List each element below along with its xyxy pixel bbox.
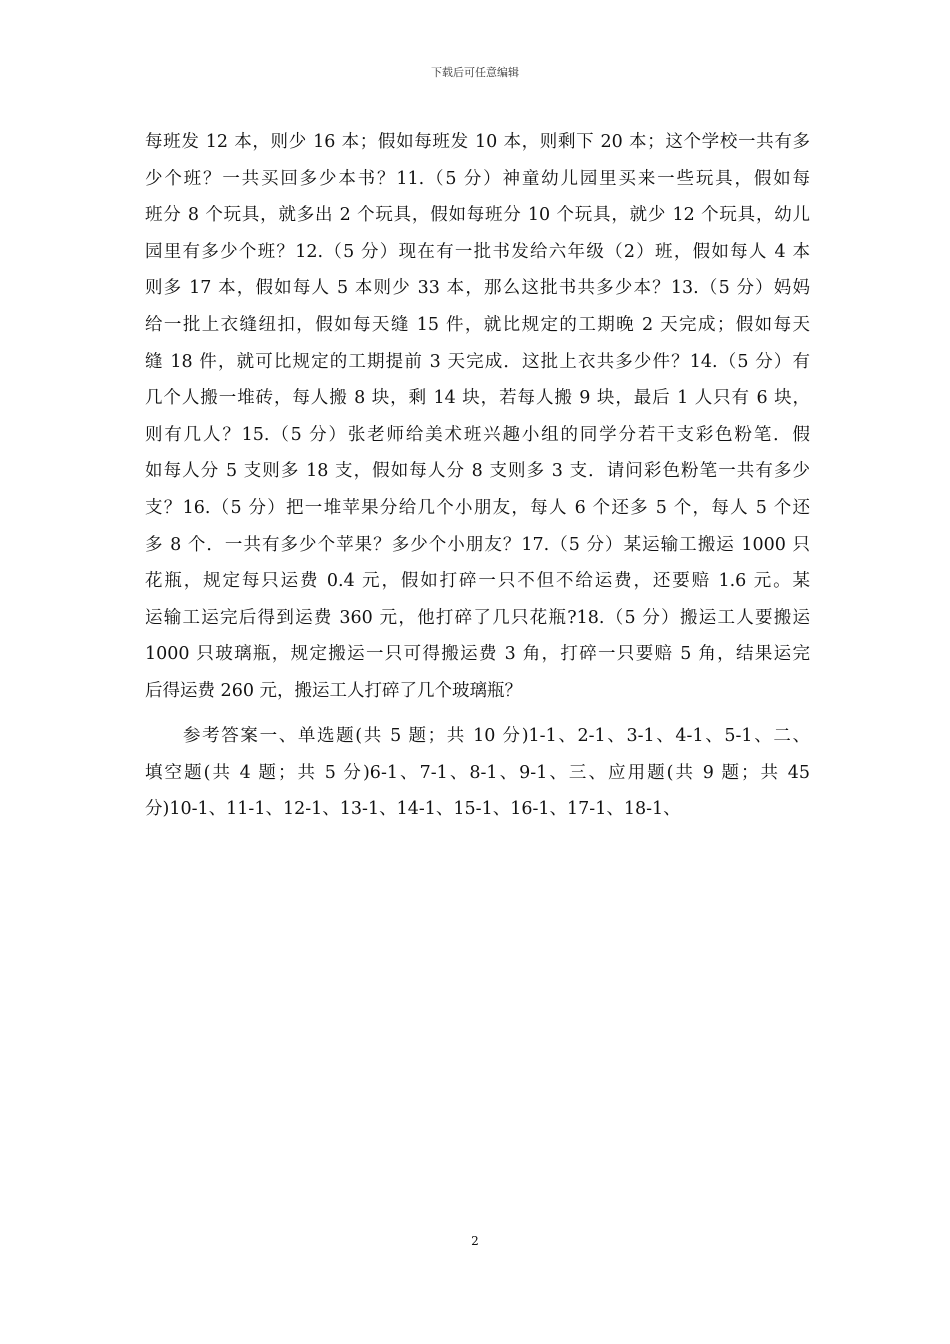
answers-paragraph	[145, 718, 810, 828]
text-line: 填空题(共 4 题；共 5 分)6-1、7-1、8-1、9-1、三、应用题(共 9 题；共 45	[145, 762, 810, 783]
text-line: 如每人分 5 支则多 18 支，假如每人分 8 支则多 3 支．请问彩色粉笔一共有多少	[145, 461, 810, 482]
text-line: 分)10-1、11-1、12-1、13-1、14-1、15-1、16-1、17-1、18-1、	[145, 799, 681, 820]
text-line: 运输工运完后得到运费 360 元，他打碎了几只花瓶?18.（5 分）搬运工人要搬运	[145, 607, 810, 628]
text-line: 则有几人？15.（5 分）张老师给美术班兴趣小组的同学分若干支彩色粉笔．假	[145, 424, 810, 445]
text-line: 则多 17 本，假如每人 5 本则少 33 本，那么这批书共多少本？13.（5 分）妈妈	[145, 278, 810, 299]
text-line: 后得运费 260 元，搬运工人打碎了几个玻璃瓶？	[145, 680, 523, 701]
text-line: 1000 只玻璃瓶，规定搬运一只可得搬运费 3 角，打碎一只要赔 5 角，结果运完	[145, 644, 810, 665]
text-line: 每班发 12 本，则少 16 本；假如每班发 10 本，则剩下 20 本；这个学校一共有多	[145, 132, 810, 152]
questions-paragraph	[145, 124, 810, 710]
text-line: 参考答案一、单选题(共 5 题；共 10 分)1-1、2-1、3-1、4-1、5-1、二、	[183, 726, 810, 746]
text-line: 给一批上衣缝纽扣，假如每天缝 15 件，就比规定的工期晚 2 天完成；假如每天	[145, 314, 810, 335]
text-line: 支？16.（5 分）把一堆苹果分给几个小朋友，每人 6 个还多 5 个，每人 5 个还	[145, 497, 810, 518]
text-line: 园里有多少个班？12.（5 分）现在有一批书发给六年级（2）班，假如每人 4 本	[145, 241, 810, 262]
text-line: 少个班？一共买回多少本书？11.（5 分）神童幼儿园里买来一些玩具，假如每	[145, 168, 810, 189]
text-line: 几个人搬一堆砖，每人搬 8 块，剩 14 块，若每人搬 9 块，最后 1 人只有 6 块，	[145, 388, 810, 409]
page-header: 下载后可任意编辑	[431, 66, 519, 79]
text-line: 多 8 个．一共有多少个苹果？多少个小朋友？17.（5 分）某运输工搬运 1000 只	[145, 534, 810, 555]
text-line: 班分 8 个玩具，就多出 2 个玩具，假如每班分 10 个玩具，就少 12 个玩具，幼儿	[145, 205, 810, 226]
text-line: 花瓶，规定每只运费 0.4 元，假如打碎一只不但不给运费，还要赔 1.6 元。某	[145, 571, 810, 592]
text-line: 缝 18 件，就可比规定的工期提前 3 天完成．这批上衣共多少件？14.（5 分）有	[145, 351, 810, 372]
page-number: 2	[471, 1234, 479, 1248]
